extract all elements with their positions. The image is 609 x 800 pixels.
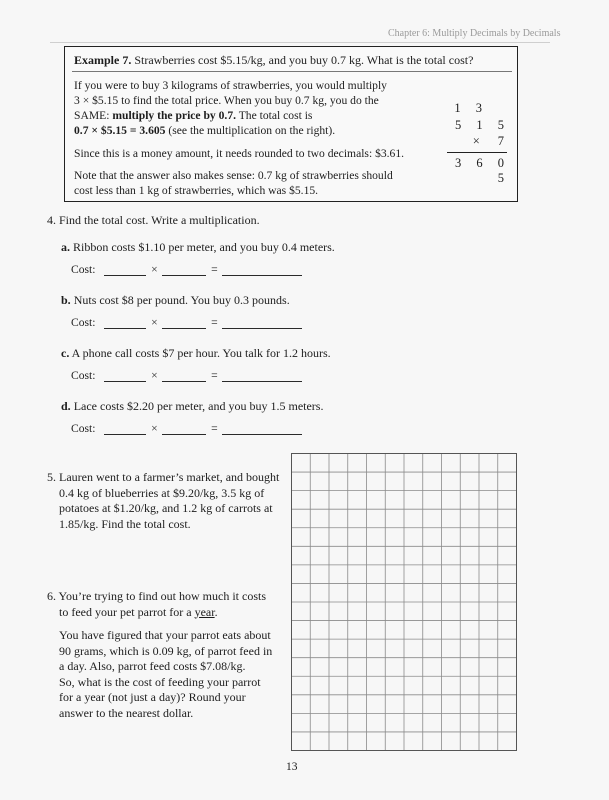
example-para1-line3 xyxy=(74,108,312,124)
q4c-answer-blank[interactable] xyxy=(222,370,302,382)
q4d-price-blank[interactable] xyxy=(104,423,146,435)
q5-line4: 1.85/kg. Find the total cost. xyxy=(59,516,191,531)
example-para2: Since this is a money amount, it needs rounded to two decimals: $3.61. xyxy=(74,147,405,160)
q4a-quantity-blank[interactable] xyxy=(162,264,206,276)
q4d-cost-row xyxy=(71,422,302,435)
q5-line3: potatoes at $1.20/kg, and 1.2 kg of carrots at xyxy=(59,501,273,515)
chapter-header: Chapter 6: Multiply Decimals by Decimals xyxy=(388,28,561,39)
q4c-text xyxy=(61,346,331,361)
q4a-answer-blank[interactable] xyxy=(222,264,302,276)
q4d-answer-blank[interactable] xyxy=(222,423,302,435)
q6-line2 xyxy=(47,605,266,621)
q4-prompt: 4. Find the total cost. Write a multiplication. xyxy=(47,213,260,227)
q4b-text xyxy=(61,293,290,308)
q6-year-underlined: year xyxy=(194,604,215,619)
example-para1-line4 xyxy=(74,123,335,139)
q6-line2a: to feed your pet parrot for a xyxy=(59,604,195,619)
q6-para-line4: So, what is the cost of feeding your parrot xyxy=(59,674,261,689)
q4a-text xyxy=(61,240,335,255)
q4a-price-blank[interactable] xyxy=(104,264,146,276)
equals-sign: = xyxy=(211,369,218,382)
page-number: 13 xyxy=(286,761,298,773)
q6-paragraph xyxy=(59,628,272,721)
q5-line1: 5. Lauren went to a farmer’s market, and bought xyxy=(47,470,280,484)
q4a-letter: a. xyxy=(61,240,70,254)
equals-sign: = xyxy=(211,422,218,435)
q4c-letter: c. xyxy=(61,346,70,360)
example-title xyxy=(74,53,473,68)
times-sign: × xyxy=(151,369,158,382)
q6-line2c: . xyxy=(214,604,218,619)
q4b-quantity-blank[interactable] xyxy=(162,317,206,329)
example-see-right: (see the multiplication on the right). xyxy=(165,124,336,137)
mult-bottom-row xyxy=(440,133,510,150)
equals-sign: = xyxy=(211,263,218,276)
example-para1-line2: 3 × $5.15 to find the total price. When you buy 0.7 kg, you do the xyxy=(74,94,379,107)
mult-bottom: 7 xyxy=(497,134,510,148)
example-para3-line1: Note that the answer also makes sense: 0.7 kg of strawberries should xyxy=(74,169,393,182)
q4d-text xyxy=(61,399,323,414)
cost-label: Cost: xyxy=(71,369,96,382)
q4c-cost-row xyxy=(71,369,302,382)
q4b-letter: b. xyxy=(61,293,71,307)
cost-label: Cost: xyxy=(71,316,96,329)
q6-para-line3: a day. Also, parrot feed costs $7.08/kg. xyxy=(59,659,246,673)
q4a-cost-row xyxy=(71,263,302,276)
q4b-cost-row xyxy=(71,316,302,329)
q6-para-line2: 90 grams, which is 0.09 kg, of parrot feed in xyxy=(59,643,273,658)
example-question: Strawberries cost $5.15/kg, and you buy 0.7 kg. What is the total cost? xyxy=(131,53,474,67)
example-total-lead: The total cost is xyxy=(236,109,313,122)
q4d-letter: d. xyxy=(61,399,71,413)
mult-top: 5 1 5 xyxy=(455,117,510,132)
mult-result: 3 6 0 5 xyxy=(455,156,510,185)
cost-label: Cost: xyxy=(71,263,96,276)
vertical-multiplication xyxy=(440,100,510,150)
q5-line2: 0.4 kg of blueberries at $9.20/kg, 3.5 kg of xyxy=(59,485,265,500)
mult-carry: 1 3 xyxy=(454,101,488,115)
mult-times-sign: × xyxy=(472,134,486,148)
times-sign: × xyxy=(151,422,158,435)
q4d-quantity-blank[interactable] xyxy=(162,423,206,435)
cost-label: Cost: xyxy=(71,422,96,435)
example-label: Example 7. xyxy=(74,53,132,67)
example-rule-emphasis: multiply the price by 0.7. xyxy=(112,109,237,122)
q4c-problem: A phone call costs $7 per hour. You talk for 1.2 hours. xyxy=(69,346,331,360)
q4a-problem: Ribbon costs $1.10 per meter, and you buy 0.4 meters. xyxy=(70,240,335,254)
q5-text xyxy=(47,470,279,532)
q4b-problem: Nuts cost $8 per pound. You buy 0.3 pounds. xyxy=(70,293,290,307)
header-rule xyxy=(50,42,550,43)
times-sign: × xyxy=(151,263,158,276)
q6-para-line6: answer to the nearest dollar. xyxy=(59,705,194,720)
q6-para-line1: You have figured that your parrot eats about xyxy=(59,628,271,642)
q4b-answer-blank[interactable] xyxy=(222,317,302,329)
example-same: SAME: xyxy=(74,109,113,122)
times-sign: × xyxy=(151,316,158,329)
q4b-price-blank[interactable] xyxy=(104,317,146,329)
q6-line1: 6. You’re trying to find out how much it costs xyxy=(47,589,266,603)
example-title-rule xyxy=(72,71,512,72)
work-grid[interactable] xyxy=(291,453,517,751)
q4d-problem: Lace costs $2.20 per meter, and you buy 1.5 meters. xyxy=(70,399,324,413)
example-para3-line2: cost less than 1 kg of strawberries, which was $5.15. xyxy=(74,184,319,197)
example-equation: 0.7 × $5.15 = 3.605 xyxy=(74,124,166,137)
equals-sign: = xyxy=(211,316,218,329)
q6-text xyxy=(47,589,266,620)
q4c-price-blank[interactable] xyxy=(104,370,146,382)
q4c-quantity-blank[interactable] xyxy=(162,370,206,382)
q6-para-line5: for a year (not just a day)? Round your xyxy=(59,690,246,704)
example-para1-line1: If you were to buy 3 kilograms of strawberries, you would multiply xyxy=(74,79,387,92)
mult-rule xyxy=(447,152,507,153)
